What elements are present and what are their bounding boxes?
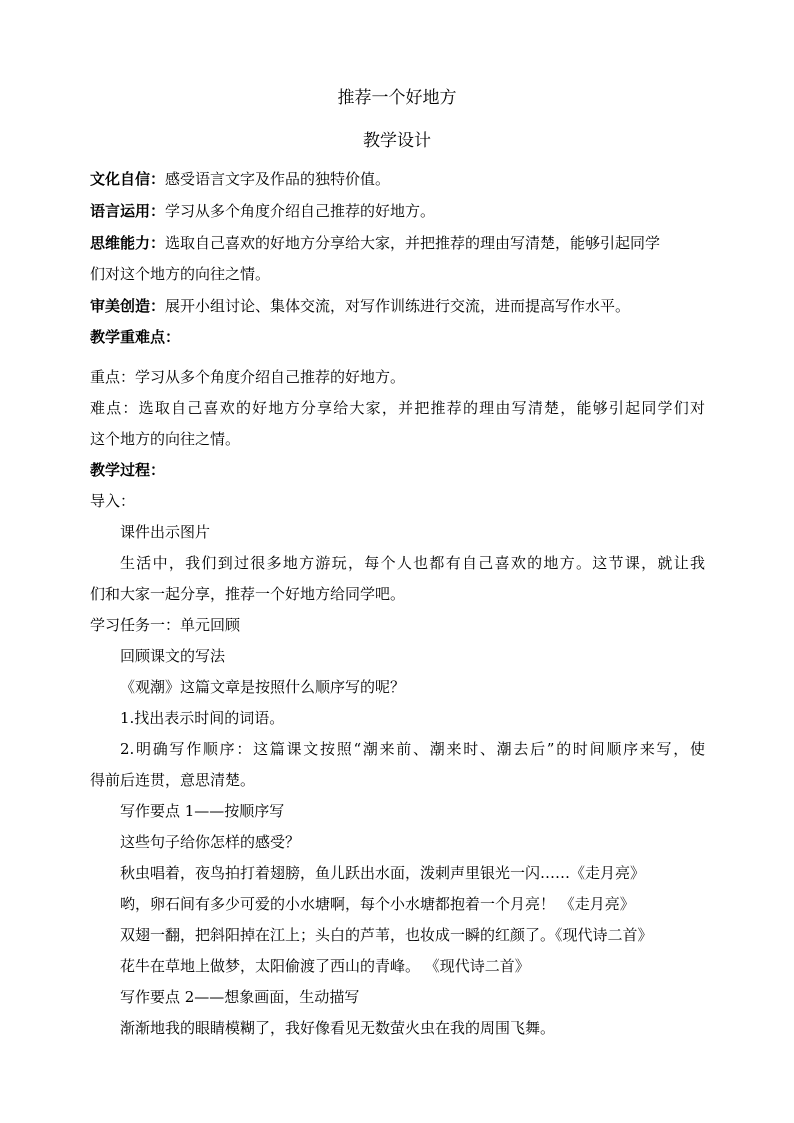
goal-label: 语言运用： (90, 202, 166, 220)
feel-question: 这些句子给你怎样的感受？ (120, 833, 301, 851)
goal-label: 文化自信： (90, 170, 166, 188)
goal-label: 审美创造： (90, 297, 166, 315)
goal-text: 感受语言文字及作品的独特价值。 (165, 170, 391, 188)
intro-paragraph-line: 生活中，我们到过很多地方游玩，每个人也都有自己喜欢的地方。这节课，就让我 (120, 554, 705, 572)
key-difficult-heading: 教学重难点： (90, 328, 181, 346)
goal-aesthetic (90, 296, 630, 316)
writing-point-two: 写作要点 2——想象画面，生动描写 (120, 988, 360, 1006)
intro-paragraph (120, 553, 705, 573)
process-heading: 教学过程： (90, 461, 166, 479)
goal-thinking (90, 233, 660, 253)
difficult-point-continued: 这个地方的向往之情。 (90, 430, 241, 448)
intro-show: 课件出示图片 (120, 523, 211, 541)
goal-thinking-continued: 们对这个地方的向往之情。 (90, 265, 271, 283)
step-two (120, 739, 705, 759)
step-two-line: 2.明确写作顺序：这篇课文按照“潮来前、潮来时、潮去后”的时间顺序来写，使 (120, 740, 705, 758)
difficult-point (90, 398, 705, 418)
task-one-heading: 学习任务一：单元回顾 (90, 616, 241, 634)
quote-two: 哟，卵石间有多少可爱的小水塘啊，每个小水塘都抱着一个月亮！ 《走月亮》 (120, 895, 635, 913)
key-point: 重点：学习从多个角度介绍自己推荐的好地方。 (90, 368, 406, 386)
quote-three: 双翅一翻，把斜阳掉在江上；头白的芦苇，也妆成一瞬的红颜了。《现代诗二首》 (120, 926, 653, 944)
quote-four: 花牛在草地上做梦，太阳偷渡了西山的青峰。 《现代诗二首》 (120, 957, 530, 975)
goal-language (90, 201, 435, 221)
quote-one: 秋虫唱着，夜鸟拍打着翅膀，鱼儿跃出水面，泼刺声里银光一闪……《走月亮》 (120, 864, 646, 882)
step-one: 1.找出表示时间的词语。 (120, 709, 285, 727)
writing-point-one: 写作要点 1——按顺序写 (120, 802, 285, 820)
document-title: 推荐一个好地方 (337, 88, 457, 108)
goal-culture (90, 169, 390, 189)
intro-paragraph-continued: 们和大家一起分享，推荐一个好地方给同学吧。 (90, 585, 406, 603)
goal-text: 学习从多个角度介绍自己推荐的好地方。 (165, 202, 436, 220)
order-question: 《观潮》这篇文章是按照什么顺序写的呢？ (120, 678, 406, 696)
intro-label: 导入： (90, 492, 136, 510)
last-line: 渐渐地我的眼睛模糊了，我好像看见无数萤火虫在我的周围飞舞。 (120, 1019, 556, 1037)
document-subtitle: 教学设计 (363, 131, 431, 151)
step-two-continued: 得前后连贯，意思清楚。 (90, 771, 256, 789)
difficult-point-line: 难点：选取自己喜欢的好地方分享给大家，并把推荐的理由写清楚，能够引起同学们对 (90, 399, 705, 417)
goal-text: 展开小组讨论、集体交流，对写作训练进行交流，进而提高写作水平。 (165, 297, 631, 315)
goal-text: 选取自己喜欢的好地方分享给大家，并把推荐的理由写清楚，能够引起同学 (165, 234, 661, 252)
goal-label: 思维能力： (90, 234, 166, 252)
review-heading: 回顾课文的写法 (120, 647, 226, 665)
